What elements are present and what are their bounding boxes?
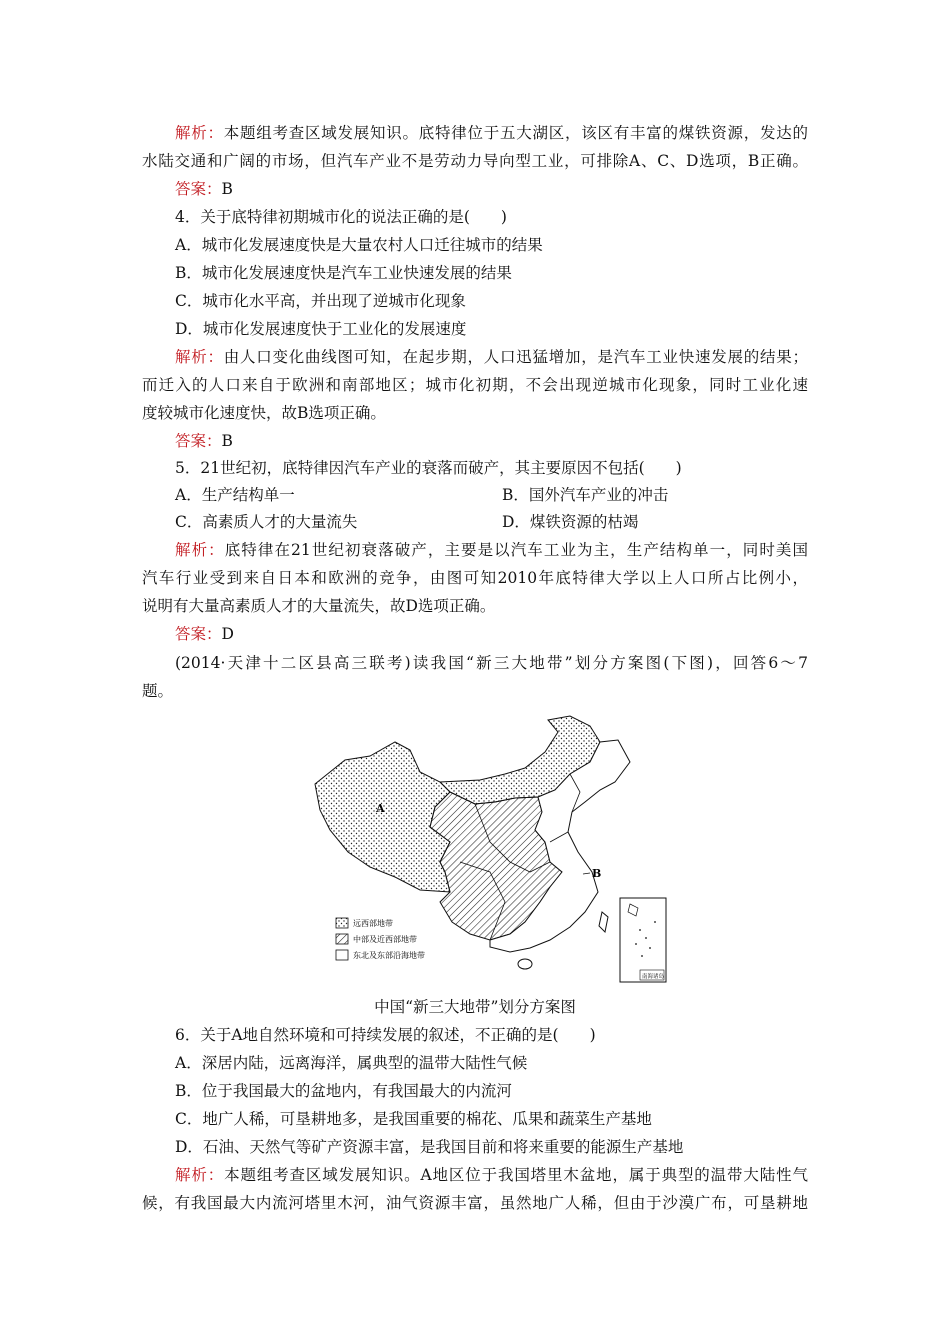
- map-legend: [336, 918, 425, 960]
- q5-analysis-line-1: 解析：底特律在21世纪初衰落破产，主要是以汽车工业为主，生产结构单一，同时美国: [142, 539, 808, 561]
- q5-analysis-line-2: 汽车行业受到来自日本和欧洲的竞争，由图可知2010年底特律大学以上人口所占比例小，: [142, 569, 808, 587]
- q5-option-c: C．高素质人才的大量流失: [175, 513, 358, 531]
- q5-stem: 5．21世纪初，底特律因汽车产业的衰落而破产，其主要原因不包括( ): [175, 459, 682, 477]
- far-west-region: [315, 742, 450, 892]
- map-caption: 中国“新三大地带”划分方案图: [374, 998, 576, 1016]
- inset-label: 南海诸岛: [642, 974, 665, 980]
- q6-stem: 6．关于A地自然环境和可持续发展的叙述，不正确的是( ): [175, 1026, 596, 1044]
- q4-analysis-line-3: 度较城市化速度快，故B选项正确。: [142, 404, 386, 422]
- q6-analysis-line-2: 候，有我国最大内流河塔里木河，油气资源丰富，虽然地广人稀，但由于沙漠广布，可垦耕地: [142, 1194, 808, 1212]
- china-map-figure: [300, 712, 670, 990]
- label-a: A: [376, 802, 385, 815]
- q4-analysis-line-2: 而迁入的人口来自于欧洲和南部地区；城市化初期，不会出现逆城市化现象，同时工业化速: [142, 376, 808, 394]
- china-map: [300, 712, 670, 990]
- label-b: B: [592, 867, 602, 880]
- legend-swatch-far-west: [336, 918, 348, 928]
- q4-stem: 4．关于底特律初期城市化的说法正确的是( ): [175, 208, 507, 226]
- q5-option-d: D．煤铁资源的枯竭: [502, 513, 639, 531]
- answer-value: B: [221, 180, 233, 198]
- answer-label: 答案：: [175, 432, 222, 450]
- q6-option-c: C．地广人稀，可垦耕地多，是我国重要的棉花、瓜果和蔬菜生产基地: [175, 1110, 652, 1128]
- legend-far-west: 远西部地带: [353, 919, 393, 928]
- hainan-island: [518, 959, 532, 969]
- q3-answer: [175, 178, 233, 200]
- q4-option-a: A．城市化发展速度快是大量农村人口迁往城市的结果: [175, 236, 543, 254]
- q3-analysis-line-2: 水陆交通和广阔的市场，但汽车产业不是劳动力导向型工业，可排除A、C、D选项，B正确。: [142, 152, 808, 170]
- q6-option-d: D．石油、天然气等矿产资源丰富，是我国目前和将来重要的能源生产基地: [175, 1138, 684, 1156]
- answer-label: 答案：: [175, 625, 222, 643]
- analysis-label: 解析：: [175, 348, 224, 366]
- answer-value: D: [221, 625, 234, 643]
- legend-east: 东北及东部沿海地带: [353, 951, 425, 960]
- answer-value: B: [221, 432, 233, 450]
- legend-swatch-central: [336, 934, 348, 944]
- q5-option-a: A．生产结构单一: [175, 486, 295, 504]
- intro-line-1: (2014·天津十二区县高三联考)读我国“新三大地带”划分方案图(下图)，回答6～7: [175, 654, 808, 672]
- answer-label: 答案：: [175, 180, 222, 198]
- q3-analysis-line-1: 解析：本题组考查区域发展知识。底特律位于五大湖区，该区有丰富的煤铁资源，发达的: [142, 122, 808, 144]
- q5-analysis-line-3: 说明有大量高素质人才的大量流失，故D选项正确。: [142, 597, 496, 615]
- q5-answer: [175, 623, 234, 645]
- intro-line-2: 题。: [142, 682, 174, 700]
- q5-option-b: B．国外汽车产业的冲击: [502, 486, 669, 504]
- analysis-label: 解析：: [175, 541, 225, 559]
- q6-option-a: A．深居内陆，远离海洋，属典型的温带大陆性气候: [175, 1054, 528, 1072]
- q4-option-c: C．城市化水平高，并出现了逆城市化现象: [175, 292, 466, 310]
- analysis-label: 解析：: [175, 1166, 225, 1184]
- q4-option-b: B．城市化发展速度快是汽车工业快速发展的结果: [175, 264, 512, 282]
- q6-option-b: B．位于我国最大的盆地内，有我国最大的内流河: [175, 1082, 512, 1100]
- analysis-label: 解析：: [175, 124, 224, 142]
- q4-option-d: D．城市化发展速度快于工业化的发展速度: [175, 320, 467, 338]
- q4-analysis-line-1: 解析：由人口变化曲线图可知，在起步期，人口迅猛增加，是汽车工业快速发展的结果；: [142, 346, 808, 368]
- taiwan-island: [599, 912, 608, 932]
- south-china-sea-inset: [620, 898, 666, 982]
- legend-central: 中部及近西部地带: [353, 935, 417, 944]
- legend-swatch-east: [336, 950, 348, 960]
- q6-analysis-line-1: 解析：本题组考查区域发展知识。A地区位于我国塔里木盆地，属于典型的温带大陆性气: [142, 1164, 808, 1186]
- q4-answer: [175, 430, 233, 452]
